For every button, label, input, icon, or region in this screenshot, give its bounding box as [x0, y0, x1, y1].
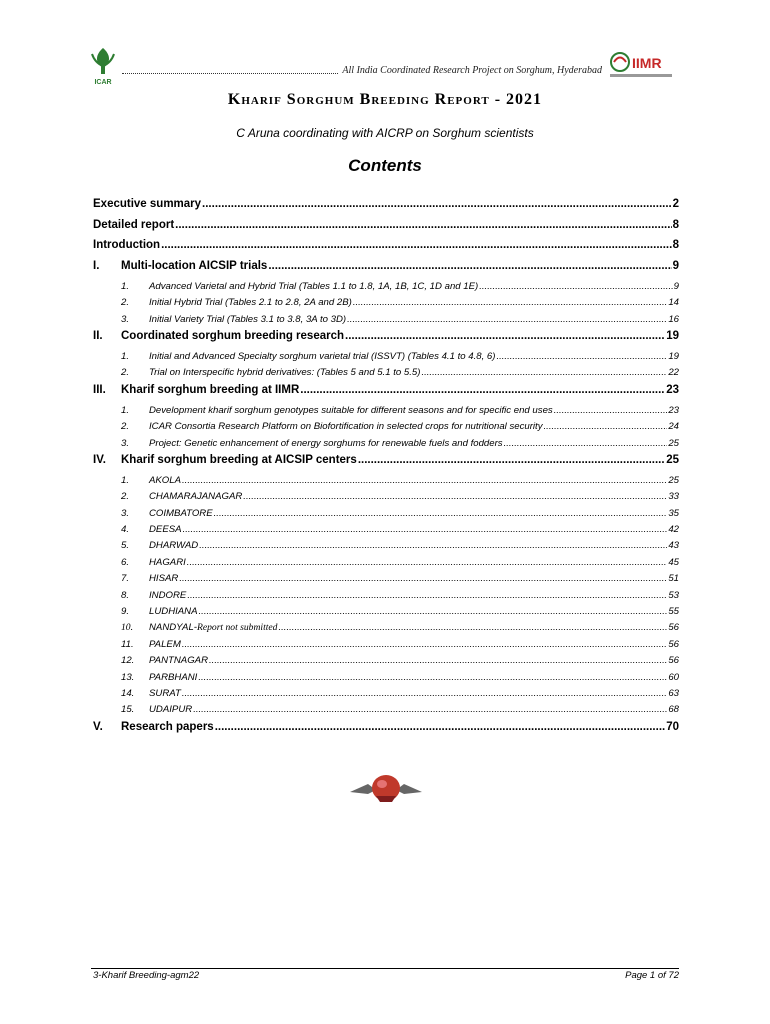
toc-item[interactable]: 5. DHARWAD ..... 43	[93, 540, 679, 556]
toc-section-2[interactable]: II. Coordinated sorghum breeding research ..... 19	[93, 330, 679, 351]
table-of-contents	[93, 198, 679, 742]
iimr-logo-icon	[606, 48, 676, 82]
toc-item[interactable]: 2. Initial Hybrid Trial (Tables 2.1 to 2.8, 2A and 2B) ..... 14	[93, 297, 679, 313]
icar-logo-icon	[84, 44, 122, 88]
toc-item[interactable]: 3. COIMBATORE ..... 35	[93, 508, 679, 524]
toc-section-3[interactable]: III. Kharif sorghum breeding at IIMR ..... 23	[93, 384, 679, 405]
toc-item[interactable]: 1. Advanced Varietal and Hybrid Trial (Tables 1.1 to 1.8, 1A, 1B, 1C, 1D and 1E) ..... 9	[93, 281, 679, 297]
toc-item[interactable]: 3. Initial Variety Trial (Tables 3.1 to 3.8, 3A to 3D) ..... 16	[93, 314, 679, 330]
toc-item[interactable]: 8. INDORE ..... 53	[93, 590, 679, 606]
toc-section-1[interactable]: I. Multi-location AICSIP trials ..... 9	[93, 260, 679, 281]
footer-divider	[91, 968, 679, 969]
toc-item[interactable]: 11. PALEM ..... 56	[93, 639, 679, 655]
report-not-submitted-note: Report not submitted	[196, 622, 278, 634]
toc-executive-summary[interactable]: Executive summary ..... 2	[93, 198, 679, 219]
toc-item[interactable]: 14. SURAT ..... 63	[93, 688, 679, 704]
toc-introduction[interactable]: Introduction ..... 8	[93, 239, 679, 260]
ornament-icon	[346, 770, 426, 806]
toc-section-4[interactable]: IV. Kharif sorghum breeding at AICSIP centers ..... 25	[93, 454, 679, 475]
svg-text:ICAR: ICAR	[94, 79, 112, 86]
toc-item[interactable]: 10. NANDYAL- Report not submitted ..... 56	[93, 622, 679, 638]
toc-item[interactable]: 2. ICAR Consortia Research Platform on Biofortification in selected crops for nutritional security ..... 24	[93, 421, 679, 437]
toc-item[interactable]: 1. Initial and Advanced Specialty sorghum varietal trial (ISSVT) (Tables 4.1 to 4.8, 6) ..... 19	[93, 351, 679, 367]
toc-item[interactable]: 6. HAGARI ..... 45	[93, 557, 679, 573]
toc-item[interactable]: 1. AKOLA ..... 25	[93, 475, 679, 491]
toc-item[interactable]: 2. CHAMARAJANAGAR ..... 33	[93, 491, 679, 507]
toc-item[interactable]: 2. Trial on Interspecific hybrid derivatives: (Tables 5 and 5.1 to 5.5) ..... 22	[93, 367, 679, 383]
toc-item[interactable]: 7. HISAR ..... 51	[93, 573, 679, 589]
footer-page-number: Page 1 of 72	[625, 970, 679, 981]
contents-heading: Contents	[348, 156, 422, 175]
report-title: Kharif Sorghum Breeding Report - 2021	[227, 91, 543, 108]
report-subtitle: C Aruna coordinating with AICRP on Sorghum scientists	[236, 126, 534, 140]
toc-item[interactable]: 1. Development kharif sorghum genotypes suitable for different seasons and for specific end uses ..... 23	[93, 405, 679, 421]
toc-item[interactable]: 13. PARBHANI ..... 60	[93, 672, 679, 688]
footer-document-name: 3-Kharif Breeding-agm22	[93, 970, 200, 981]
toc-detailed-report[interactable]: Detailed report ..... 8	[93, 219, 679, 240]
toc-item[interactable]: 15. UDAIPUR ..... 68	[93, 704, 679, 720]
toc-item[interactable]: 9. LUDHIANA ..... 55	[93, 606, 679, 622]
header-project-text: All India Coordinated Research Project on Sorghum, Hyderabad	[342, 64, 602, 76]
svg-text:IIMR: IIMR	[632, 55, 662, 71]
toc-item[interactable]: 4. DEESA ..... 42	[93, 524, 679, 540]
header-leader	[122, 67, 338, 74]
page-header	[84, 44, 676, 88]
toc-section-5[interactable]: V. Research papers ..... 70	[93, 721, 679, 742]
toc-item[interactable]: 3. Project: Genetic enhancement of energy sorghums for renewable fuels and fodders ..... 25	[93, 438, 679, 454]
toc-item[interactable]: 12. PANTNAGAR ..... 56	[93, 655, 679, 671]
